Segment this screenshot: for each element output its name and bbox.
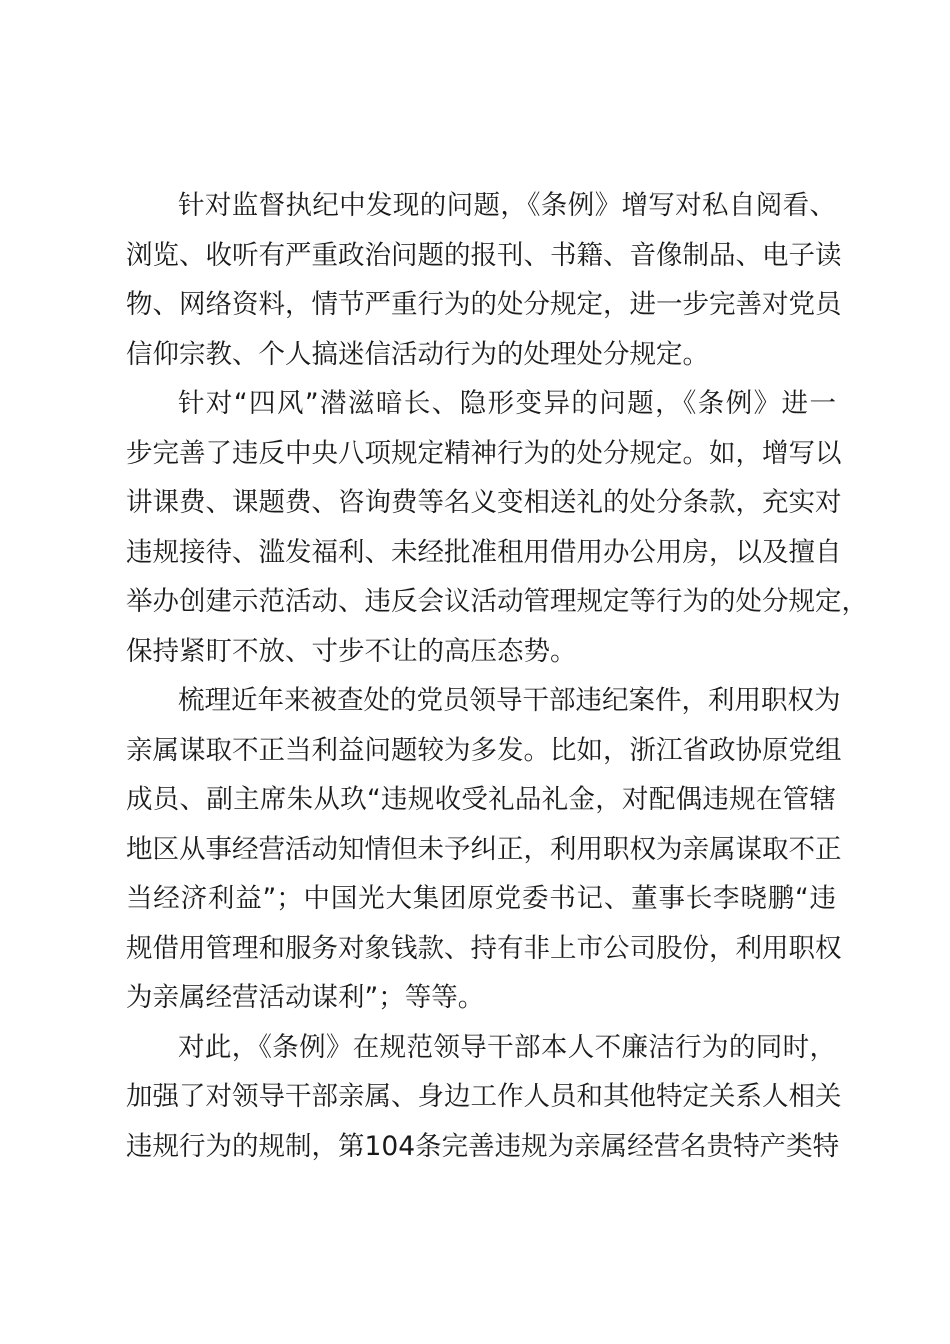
paragraph-line: 步完善了违反中央八项规定精神行为的处分规定。如，增写以 [126,437,842,469]
paragraph-line: 梳理近年来被查处的党员领导干部违纪案件，利用职权为 [178,685,841,716]
paragraph-line: 浏览、收听有严重政治问题的报刊、书籍、音像制品、电子读 [126,239,842,271]
paragraph-line: 讲课费、课题费、咨询费等名义变相送礼的处分条款，充实对 [126,487,842,518]
paragraph-line: 违规行为的规制，第104条完善违规为亲属经营名贵特产类特 [126,1130,840,1162]
paragraph-line: 规借用管理和服务对象钱款、持有非上市公司股份，利用职权 [126,932,842,964]
paragraph-regulation [126,1023,842,1172]
paragraph-line: 亲属谋取不正当利益问题较为多发。比如，浙江省政协原党组 [126,734,842,766]
paragraph-line: 对此，《条例》在规范领导干部本人不廉洁行为的同时， [178,1031,836,1063]
paragraph-line: 针对监督执纪中发现的问题，《条例》增写对私自阅看、 [178,190,836,221]
paragraph-line: 举办创建示范活动、违反会议活动管理规定等行为的处分规定， [126,586,868,617]
paragraph-line: 物、网络资料，情节严重行为的处分规定，进一步完善对党员 [126,289,842,320]
paragraph-line: 为亲属经营活动谋利”；等等。 [126,982,485,1013]
paragraph-line: 地区从事经营活动知情但未予纠正，利用职权为亲属谋取不正 [126,833,842,865]
paragraph-supervision [126,181,842,379]
paragraph-line: 违规接待、滥发福利、未经批准租用借用办公用房，以及擅自 [126,536,842,568]
paragraph-line: 保持紧盯不放、寸步不让的高压态势。 [126,635,577,667]
paragraph-line: 针对“四风”潜滋暗长、隐形变异的问题，《条例》进一 [178,388,836,419]
paragraph-four-winds [126,379,868,676]
paragraph-line: 加强了对领导干部亲属、身边工作人员和其他特定关系人相关 [126,1081,842,1112]
document-body [126,181,868,1171]
paragraph-cases [126,676,842,1023]
paragraph-line: 成员、副主席朱从玖“违规收受礼品礼金，对配偶违规在管辖 [126,784,836,815]
paragraph-line: 信仰宗教、个人搞迷信活动行为的处理处分规定。 [126,338,709,370]
paragraph-line: 当经济利益”；中国光大集团原党委书记、董事长李晓鹏“违 [126,883,836,914]
